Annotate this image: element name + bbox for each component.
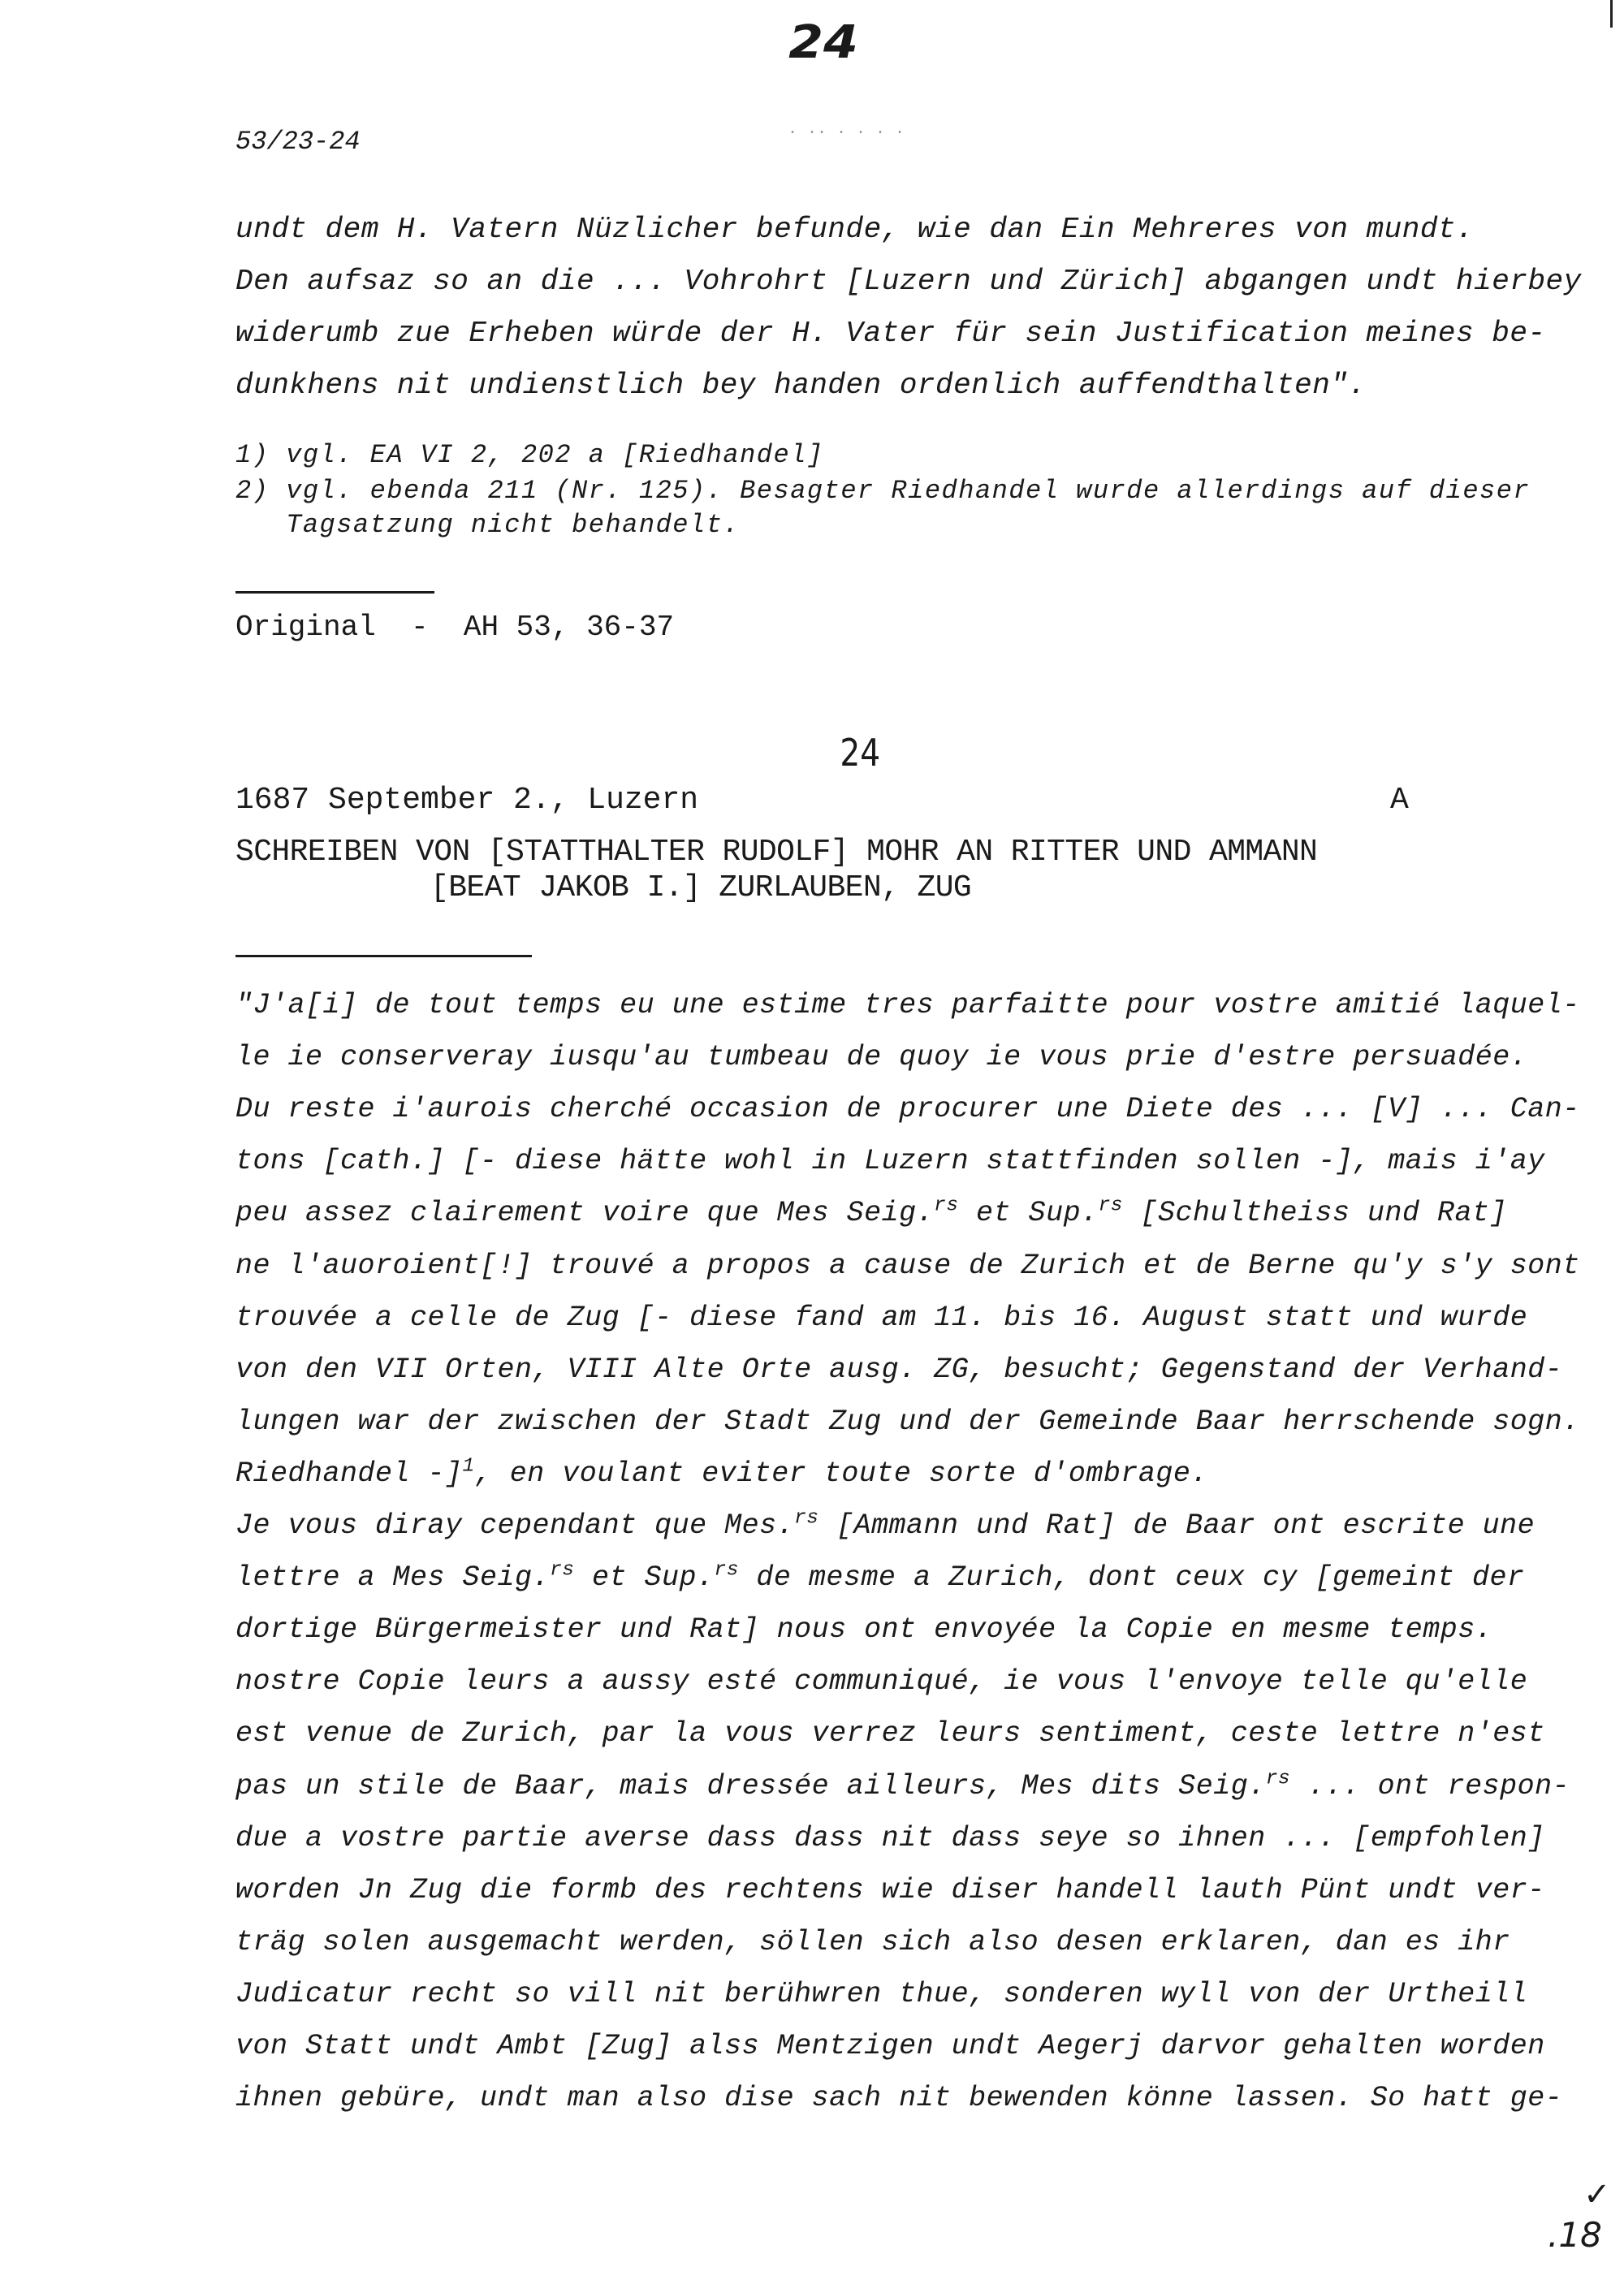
body-line: "J'a[i] de tout temps eu une estime tres parfaitte pour vostre amitié laquel- [235,989,1580,1021]
line-segment: peu assez clairement voire que Mes Seig. [235,1197,935,1229]
body-line [235,1509,1535,1542]
faint-mark: · ·· · · · · [788,123,905,142]
body-line [235,1457,1208,1490]
line-segment: Je vous diray cependant que Mes. [235,1509,795,1542]
document-number: 24 [840,731,881,775]
body-line: Du reste i'aurois cherché occasion de procurer une Diete des ... [V] ... Can- [235,1093,1580,1125]
superscript: rs [1098,1194,1123,1217]
document-title-line-2: [BEAT JAKOB I.] ZURLAUBEN, ZUG [430,870,972,905]
superscript: rs [794,1507,819,1530]
body-line [235,1561,1525,1594]
text-line: undt dem H. Vatern Nüzlicher befunde, wie dan Ein Mehreres von mundt. [235,213,1475,246]
superscript: rs [714,1559,739,1582]
body-line: von den VII Orten, VIII Alte Orte ausg. ZG, besucht; Gegenstand der Verhand- [235,1354,1563,1386]
body-line: nostre Copie leurs a aussy esté communiqué, ie vous l'envoye telle qu'elle [235,1665,1528,1698]
body-line: ihnen gebüre, undt man also dise sach nit bewenden könne lassen. So hatt ge- [235,2082,1563,2114]
body-line: due a vostre partie averse dass dass nit dass seye so ihnen ... [empfohlen] [235,1822,1545,1854]
body-line: tons [cath.] [- diese hätte wohl in Luzern stattfinden sollen -], mais i'ay [235,1145,1545,1177]
footnote-continuation: Tagsatzung nicht behandelt. [235,510,741,540]
body-line [235,1194,1508,1229]
original-reference: Original - AH 53, 36-37 [235,611,675,644]
footnote: 1) vgl. EA VI 2, 202 a [Riedhandel] [235,440,824,470]
line-segment: et Sup. [958,1197,1099,1229]
body-line: Judicatur recht so vill nit berühwren thue, sonderen wyll von der Urtheill [235,1978,1528,2010]
line-segment: de mesme a Zurich, dont ceux cy [gemeint der [738,1561,1525,1594]
body-line: le ie conserveray iusqu'au tumbeau de quoy ie vous prie d'estre persuadée. [235,1041,1528,1073]
line-segment: , en voulant eviter toute sorte d'ombrage. [474,1457,1208,1490]
line-segment: [Schultheiss und Rat] [1122,1197,1508,1229]
corner-folio-number: .18 [1548,2215,1602,2255]
body-line: lungen war der zwischen der Stadt Zug und der Gemeinde Baar herrschende sogn. [235,1405,1580,1438]
separator-rule [235,591,434,594]
superscript: 1 [462,1455,475,1478]
text-line: Den aufsaz so an die ... Vohrohrt [Luzern und Zürich] abgangen undt hierbey [235,265,1582,298]
body-line: worden Jn Zug die formb des rechtens wie diser handell lauth Pünt undt ver- [235,1874,1545,1906]
body-line: dortige Bürgermeister und Rat] nous ont envoyée la Copie en mesme temps. [235,1613,1493,1646]
document-title-line-1: SCHREIBEN VON [STATTHALTER RUDOLF] MOHR AN RITTER UND AMMANN [235,835,1318,870]
line-segment: [Ammann und Rat] de Baar ont escrite une [818,1509,1535,1542]
superscript: rs [550,1559,575,1582]
document-letter: A [1390,783,1409,818]
check-mark: ✓ [1583,2176,1611,2213]
body-line: träg solen ausgemacht werden, söllen sich also desen erklaren, dan es ihr [235,1926,1510,1958]
document-date-place: 1687 September 2., Luzern [235,783,699,818]
body-line: von Statt undt Ambt [Zug] alss Mentzigen undt Aegerj darvor gehalten worden [235,2030,1545,2062]
line-segment: lettre a Mes Seig. [235,1561,551,1594]
title-underline-rule [235,955,532,957]
text-line: dunkhens nit undienstlich bey handen ordenlich auffendthalten". [235,369,1367,402]
line-segment: pas un stile de Baar, mais dressée ailleurs, Mes dits Seig. [235,1770,1266,1803]
body-line: trouvée a celle de Zug [- diese fand am 11. bis 16. August statt und wurde [235,1302,1528,1334]
superscript: rs [934,1194,959,1217]
body-line: ne l'auoroient[!] trouvé a propos a cause de Zurich et de Berne qu'y s'y sont [235,1250,1580,1282]
line-segment: ... ont respon- [1290,1770,1570,1803]
footnote: 2) vgl. ebenda 211 (Nr. 125). Besagter Riedhandel wurde allerdings auf dieser [235,476,1531,506]
line-segment: et Sup. [574,1561,715,1594]
handwritten-page-number: 24 [788,16,858,69]
text-line: widerumb zue Erheben würde der H. Vater für sein Justification meines be- [235,317,1546,350]
body-line: est venue de Zurich, par la vous verrez leurs sentiment, ceste lettre n'est [235,1717,1545,1750]
page-edge-mark [1610,0,1613,28]
line-segment: Riedhandel -] [235,1457,463,1490]
superscript: rs [1265,1768,1291,1790]
header-reference: 53/23-24 [235,127,361,157]
body-line [235,1770,1570,1803]
